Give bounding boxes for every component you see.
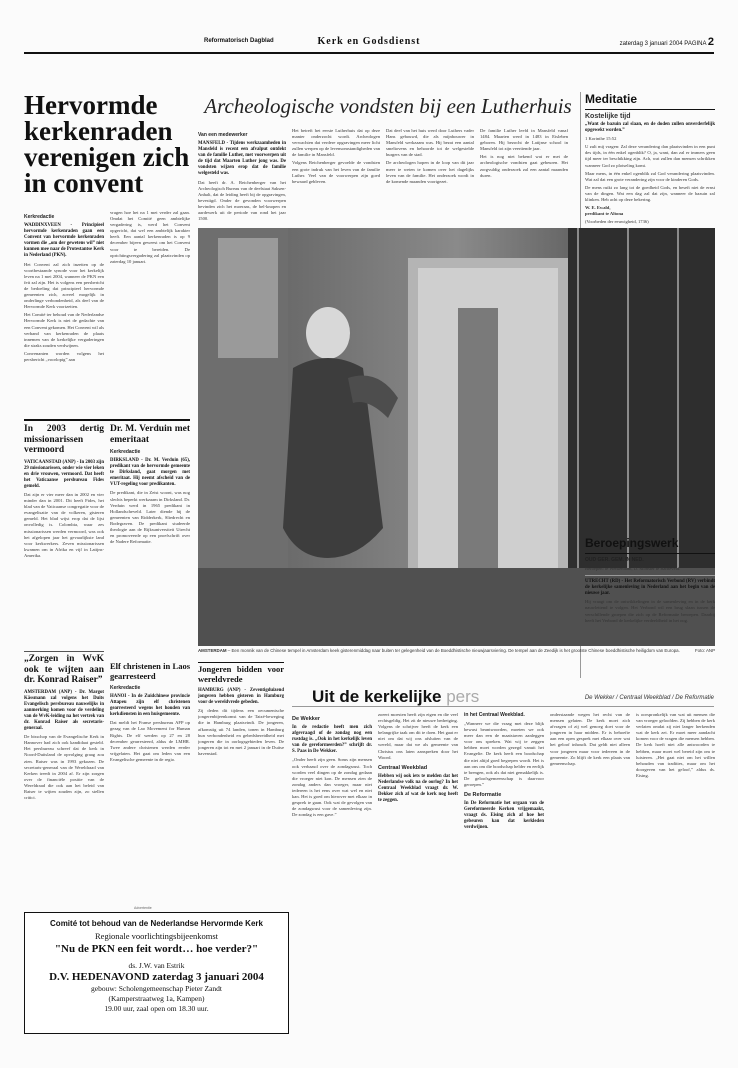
main-paragraph: Het is nog niet bekend wat er met de archeologische vondsten gaat gebeuren. Het zorgvuldig onderzoek zal een aantal maanden duren. [480, 154, 568, 178]
meditatie-note: (Voorbeden der eeuwigheid, 1736) [585, 219, 649, 225]
banner-sources: De Wekker / Centraal Weekblad / De Reformatie [584, 695, 714, 701]
pers-lead: Hebben wij ook iets te melden dat het Nederlandse volk na de oorlog? In het Centraal Weekblad vraagt dr. W. Dekker zich af wat de kerk nog heeft te zeggen. [378, 773, 458, 804]
pers-source-heading: De Wekker [292, 716, 321, 722]
zorgen-headline: „Zorgen in WvK ook te wijten aan dr. Konrad Raiser” [24, 654, 104, 685]
banner-title [312, 687, 479, 707]
main-headline: Archeologische vondsten bij een Lutherhuis [204, 94, 572, 118]
elf-headline: Elf christenen in Laos gearresteerd [110, 662, 190, 681]
pers-lead: In de redactie heeft men zich afgevraagd of de zondag nog een rustdag is. „Ook in het kerkelijk leven van de gereformeerden?” schrijft dr. S. Paas in De Wekker. [292, 725, 372, 755]
pers-col3 [464, 712, 544, 1038]
newspaper-name: Reformatorisch Dagblad [204, 38, 274, 44]
ad-speaker: ds. J.W. van Estrik [128, 961, 185, 970]
verduin-article [110, 424, 190, 649]
divider [24, 651, 104, 652]
main-paragraph: Dat heeft dr. A. Reichenberger van het Archeologisch Bureau van de deelstaat Saksen-Anhalt, dat de leiding heeft bij de opgravingen, bevestigd. Onder de gevonden voorwerpen bevinden zich het moeraas, de bel-knopen en aardewerk uit de periode van rond het jaar 1500. [198, 179, 286, 222]
lead-paragraph: vragen hoe het na 1 mei verder zal gaan. Omdat het Comité geen ambtelijke vergadering is, werd het Convent opgericht, dat wel een ambtelijk karakter heeft. Een aantal kerkenraden is op 9 december bijeen geweest om het Convent voor te bereiden. De oprichtingsvergadering zal plaatsvinden op zaterdag 10 januari. [110, 210, 190, 264]
pers-col1 [292, 712, 372, 1038]
ad-date: D.V. HEDENAVOND zaterdag 3 januari 2004 [49, 971, 264, 983]
kerkelijke-pers-banner [292, 689, 714, 707]
verduin-lead: DIRKSLAND - Dr. M. Verduin (65), predikant van de hervormde gemeente te Dirksland, gaat morgen met emeritaat. Hij neemt afscheid van de VUT-regeling voor predikanten. [110, 458, 190, 488]
zorgen-article [24, 654, 104, 902]
beroepingswerk-lead: UTRECHT (RD) - Het Reformatorisch Verbond (RV) verbindt de kerkelijke samenleving in Nederland aan het begin van de nieuwe jaar. [585, 579, 715, 597]
pers-source-heading: Centraal Weekblad [378, 764, 428, 771]
lead-headline: Hervormde kerkenraden verenigen zich in convent [24, 92, 190, 198]
jongeren-lead: HAMBURG (ANP) - Zeventigduizend jongeren hebben gisteren in Hamburg voor de wereldvrede gebeden. [198, 688, 284, 706]
lead-paragraph: Convenanten worden volgens het persbericht „voorlopig” aan [24, 350, 104, 362]
date-label: zaterdag 3 januari 2004 PAGINA [619, 41, 707, 47]
main-paragraph: De archeologen hopen in de loop van dit jaar meer te weten te komen over het dagelijks leven van de familie. Het onderzoek wordt in de komende maanden voortgezet. [386, 160, 474, 184]
pers-body: onderstaande wegen het recht van de mensen gelaten. De kerk moet zich afvragen of zij wel genoeg doet voor de jongeren in haar midden. Er is behoefte aan een open gesprek met elkaar over wat het geloof inhoudt. Dat geldt niet alleen voor jongeren maar voor iedereen in de gemeente. Zo blijft de kerk een plaats van gemeenschap. [550, 712, 630, 766]
lead-paragraph: Het Comité ter behoud van de Nederlandse Hervormde Kerk is niet de gedachte van een Convent gekomen. Het Convent wil als verband van kerkenraden de plaats innemen van de kerkelijke vergaderingen die straks zouden verdwijnen. [24, 312, 104, 348]
jongeren-headline: Jongeren bidden voor wereldvrede [198, 664, 284, 684]
main-paragraph: Het betreft het eerste Lutherhuis dat op deze manier onderzocht wordt. Archeologen verwachten dat verdere opgravingen meer licht zullen werpen op de levensomstandigheden van de familie in Mansfeld. [292, 128, 380, 158]
lead-paragraph: Het Convent zal zich inzetten op de voortbestaande synode voor het kerkelijk leven na 1 mei 2004, wanneer de PKN een feit zal zijn. Het is volgens een persbericht de bedoeling dat principieel hervormde gemeenten zich, zoveel mogelijk in onderlinge verbondenheid, als deel van de Hervormde Kerk voortzetten. [24, 261, 104, 310]
ad-address: (Kamperstraatweg 1a, Kampen) [108, 994, 205, 1003]
lead-article-col1 [24, 210, 104, 416]
meditatie-ref: 1 Korinthe 15:52 [585, 136, 617, 142]
page-header [24, 34, 714, 54]
verduin-body: De predikant, die in Zeist woont, was nog slechts beperkt werkzaam in Dirksland. Dr. Verduin werd in 1965 predikant in Hollandscheveld. Later diende hij de gemeenten van Ridderkerk, Sliedrecht en Bodegraven. De predikant studeerde theologie aan de Rijksuniversiteit Utrecht en promoveerde op een proefschrift over de Nadere Reformatie. [110, 490, 190, 545]
pers-body: „Wanneer we die vraag met deze blijk bewust beantwoorden, moeten we ook meer dan een de maatstaven aanleggen voor ons spreken. Wat wij te zeggen hebben moet worden gezegd vanuit het Evangelie. De kerk heeft een boodschap die niet altijd goed begrepen wordt. Het is aan ons om die boodschap helder en eerlijk te brengen, ook als dat niet gemakkelijk is. De geloofsgemeenschap is daarvoor geroepen.” [464, 721, 544, 787]
meditatie-paragraph: De mens ruikt zo lang tot de goedheid Gods, en beseft niet de ernst van de dingen. Wat een dag zal dat zijn, wanneer de bazuin zal klinken. Heb acht op deze bekering. [585, 184, 715, 203]
meditatie-paragraph: U zult mij vragen: Zal deze verandering dan plaatsvinden in een punt des tijds, in één enkel ogenblik? O, ja, want, dan zal er immers geen tijd meer ter beschikking zijn. Ach, wat zullen dan mensen schrikken wanneer God zo plotseling komt. [585, 144, 715, 168]
caption-text: – Een monnik van de Chinese tempel in Amsterdam keek gisterenmiddag naar buiten ter gelegenheid van de Boeddhistische nieuwjaarsviering. De tempel aan de Zeedijk is het grootste Chinese boeddhistische heiligdom van Europa. [227, 648, 680, 653]
pers-source-note: in het Centraal Weekblad. [464, 712, 525, 718]
ad-venue: gebouw: Scholengemeenschap Pieter Zandt [90, 984, 222, 993]
divider [24, 419, 190, 421]
main-paragraph: Volgens Reichenberger gevoelde de vondsten een grote indruk van het leven van de familie Luther. Veel van de voorwerpen zijn goed bewaard gebleven. [292, 160, 380, 184]
beroepingswerk-line: Beroepen: te Werkendam, D. Monster te Barneveld. [585, 566, 681, 571]
elf-lead: HANOI - In de Zuidchinese provincie Attapeu zijn elf christenen gearresteerd wegens het houden van kerkdiensten in een huisgemeente. [110, 694, 190, 718]
pers-body: is oorspronkelijk van wat uit mensen die van vroeger geloofden. Zij hebben de kerk verlaten omdat zij niet langer herkenden wat de kerk zei. Er moet meer aandacht komen voor de vragen die mensen hebben. De kerk hoeft niet alle antwoorden te hebben, maar moet wel bereid zijn om te luisteren. „Het gaat niet om het willen behouden van tradities, maar om het doorgeven van het geloof,” aldus ds. Eising. [636, 712, 715, 778]
lead-intro: WADDINXVEEN - Principieel hervormde kerkenraden gaan een Convent van hervormde kerkenraden vormen die „om der gewetens wil” niet kunnen mee naar de Protestantse Kerk in Nederland (PKN). [24, 223, 104, 259]
main-article-col3 [386, 128, 474, 224]
section-title: Kerk en Godsdienst [317, 36, 421, 47]
main-headline-block [198, 94, 578, 124]
elf-kicker: Kerkredactie [110, 685, 141, 691]
meditatie-quote: „Want de bazuin zal slaan, en de doden zullen onverderfelijk opgewekt worden.” [585, 122, 715, 134]
verduin-kicker: Kerkredactie [110, 449, 141, 455]
main-article-col4 [480, 128, 568, 224]
lead-headline-block [24, 92, 190, 200]
beroepingswerk-heading: Beroepingswerk [585, 536, 679, 550]
ad-organizer: Comité tot behoud van de Nederlandse Hervormde Kerk [50, 919, 263, 928]
banner-word-gray: pers [446, 687, 480, 706]
pers-col2 [378, 712, 458, 1038]
missionaries-body: Dat zijn er vier meer dan in 2002 en vier minder dan in 2001. Dit heeft Fides, het blad van de Vaticaanse congregatie voor de evangelisatie van de volkeren, gisteren gemeld. Het blad wijst erop dat de lijst onvolledig is. Colombia, waar zes missionarissen werden vermoord, was ook het afgelopen jaar het gevaarlijkste land voor kerkwerkers. Zeven missionarissen kwamen om in Afrika en vijf in Latijns-Amerika. [24, 491, 104, 558]
main-kicker: Van een medewerker [198, 132, 248, 138]
date-page [620, 36, 714, 48]
ad-time: 19.00 uur, zaal open om 18.30 uur. [104, 1004, 209, 1013]
meditatie-signature-role: predikant te Altona [585, 211, 624, 217]
main-paragraph: Dat deel van het huis werd door Luthers vader Hans gebouwd, die als mijnbouwer in Mansfeld werkzaam was. Hij bezat een aantal smeltovens en behoorde tot de welgestelde burgers van de stad. [386, 128, 474, 158]
lead-article-col2 [110, 210, 190, 416]
missionaries-headline: In 2003 dertig missionarissen vermoord [24, 424, 104, 455]
main-article-col2 [292, 128, 380, 224]
ad-event-title: "Nu de PKN een feit wordt… hoe verder?" [54, 943, 259, 955]
banner-word: Uit de [312, 687, 360, 706]
advertisement [24, 912, 289, 1034]
meditatie-signature: W. E. Ewald, [585, 205, 611, 211]
photo-credit: Foto: ANP [694, 648, 715, 653]
pers-col4 [550, 712, 630, 1038]
main-lead: MANSFELD - Tijdens werkzaamheden in Mansfeld is recent een afvalput ontdekt van de familie Luther, met voorwerpen uit de tijd dat Maarten Luther jong was. De vondsten wijzen erop dat de familie welgesteld was. [198, 141, 286, 177]
elf-body: Dat meldt het Franse persbureau AFP op gezag van de Lao Movement for Human Rights. De elf werden op 27 en 28 december gearresteerd, aldus de LMHR. Twee andere christenen werden eerder vrijgelaten. Het gaat om leden van een Evangelische gemeente in de regio. [110, 720, 190, 762]
page-number: 2 [707, 36, 714, 48]
missionaries-article [24, 424, 104, 649]
zorgen-body: De bisschop van de Evangelische Kerk in Hannover had zich ook kandidaat gesteld. Het persbureau schreef dat de kerk in Noord-Duitsland de opvolging graag zou zien. Raiser was in 1993 gekozen. De secretaris-generaal van de Wereldraad van Kerken treedt in 2004 af. Er zijn zorgen over de financiële positie van de Wereldraad die ook aan het beleid van Raiser te wijten zouden zijn, zo stellen critici. [24, 734, 104, 801]
pers-source-heading: De Reformatie [464, 792, 502, 799]
missionaries-lead: VATICAANSTAD (ANP) - In 2003 zijn 29 missionarissen, onder wie vier leken en drie vrouwen, vermoord. Dat heeft het Vaticaanse persbureau Fides gemeld. [24, 459, 104, 489]
ad-label: Advertentie [134, 906, 152, 910]
caption-label: AMSTERDAM [198, 648, 227, 653]
pers-lead: In De Reformatie het orgaan van de Gereformeerde Kerken vrijgemaakt, vraagt ds. Eising zich af hoe het gebeuren kan dat kerkleden verdwijnen. [464, 801, 544, 831]
main-paragraph: De familie Luther leefd in Mansfeld vanaf 1484. Maarten werd in 1483 in Eisleben geboren. Hij bezocht de Latijnse school in Mansfeld tot zijn veertiende jaar. [480, 128, 568, 152]
meditatie-heading: Meditatie [585, 92, 638, 106]
elf-article [110, 662, 190, 902]
pers-col5 [636, 712, 715, 1038]
banner-word: kerkelijke [363, 687, 442, 706]
ad-event-type: Regionale voorlichtingsbijeenkomst [95, 931, 218, 941]
meditatie-title: Kostelijke tijd [585, 113, 631, 120]
lead-kicker: Kerkredactie [24, 214, 55, 220]
beroepingswerk-kicker: OUD GER. GEM. IN NED. [585, 557, 644, 563]
zorgen-lead: AMSTERDAM (ANP) - Dr. Margot Kässmann zal volgens het Duits Evangelisch persbureau nauwelijks in aanmerking komen voor de verdeling van de WvK-leiding na het vertrek van dr. Konrad Raiser als secretaris-generaal. [24, 689, 104, 732]
verduin-headline: Dr. M. Verduin met emeritaat [110, 424, 190, 445]
jongeren-article [198, 662, 284, 902]
pers-body: „Onder heeft zijn geen. Soms zijn mensen ook verbaasd over de zondagsrust. Toch worden veel dingen op de zondag gedaan die vroeger niet kon. De mensen zien de zondag anders dan vroeger, maar niet iedereen is het eens over wat wel en niet kan. Het is goed om hierover met elkaar in gesprek te gaan. Ook wat de gevolgen van de zondagsrust voor de samenleving zijn. De zondag is een gave.” [292, 757, 372, 818]
main-article-col1 [198, 128, 286, 224]
beroepingswerk-section [585, 536, 715, 678]
meditatie-paragraph: Maar mens, in één enkel ogenblik zal God verandering plaatsvinden. Wat zal dat een grote verandering zijn voor de kinderen Gods. [585, 170, 715, 182]
jongeren-body: Zij deden dit tijdens een oecumenische jongerenbijeenkomst van de Taizé-beweging die in Hamburg plaatsvindt. De jongeren, afkomstig uit 74 landen, tonen in Hamburg hun verbondenheid en gebedsbereidheid met jongeren die in oorlogsgebieden leven. De jongeren zijn tot en met 2 januari in de Duitse havenstad. [198, 708, 284, 756]
pers-body: zoeert moesten heeft zijn eigen en die veel rechtsgeldig. Het zit de nieuwe bedreiging. Volgens de schrijver heeft de kerk een belangrijke taak om dit te doen. Het gaat er niet om dat wij ons afsluiten van de wereld, maar dat we als gemeente van Christus ons laten aanspreken door het Woord. [378, 712, 458, 760]
beroepingswerk-body: Hij vraagt om de ontwikkelingen in de samenleving en in de kerk nauwlettend te volgen. Het Verbond wil een brug slaan tussen de verschillende groepen die zich op de Reformatie beroepen. Daarbij heeft het Verbond de kerkelijke verdeeldheid in het oog. [585, 599, 715, 623]
